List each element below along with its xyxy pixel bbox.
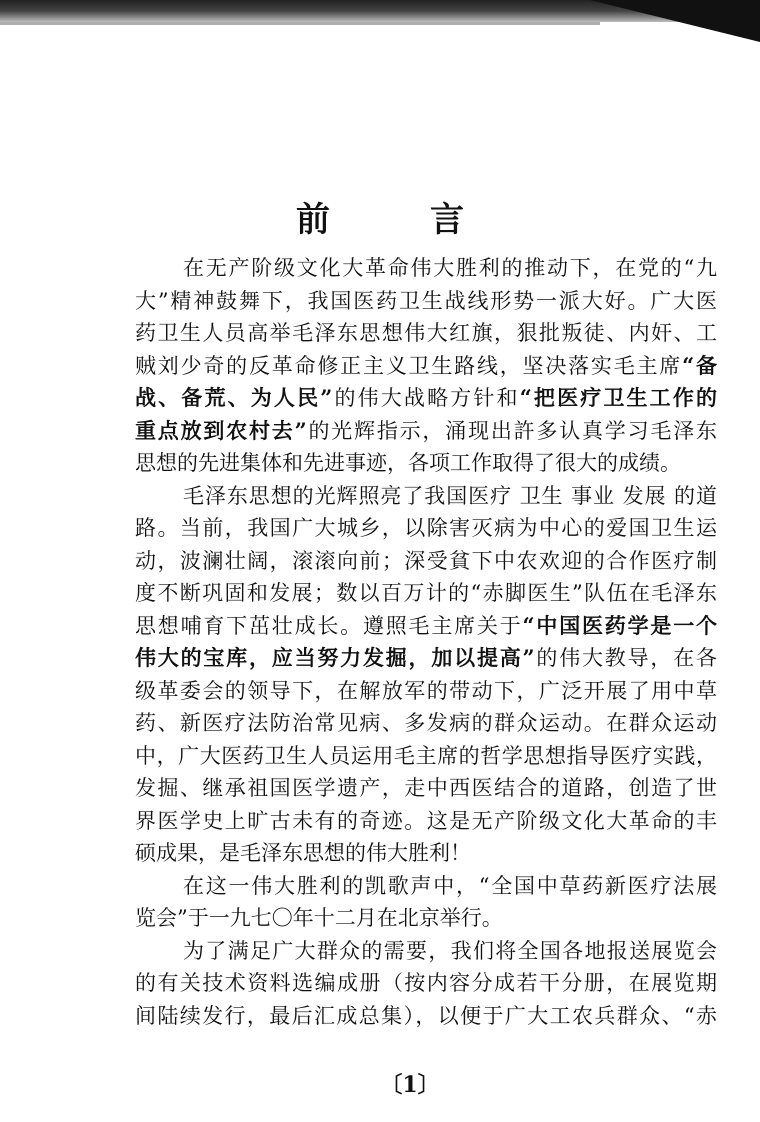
text-line [135, 772, 717, 805]
text-segment: 路。当前，我国广大城乡，以除害灭病为中心的爱国卫生运 [135, 516, 717, 540]
text-line [135, 252, 717, 285]
text-line [135, 707, 717, 740]
text-segment: 在无产阶级文化大革命伟大胜利的推动下，在党的“九 [183, 256, 717, 280]
text-line [135, 577, 717, 610]
text-line [135, 1000, 717, 1033]
text-segment: 度不断巩固和发展；数以百万计的“赤脚医生”队伍在毛泽东 [135, 581, 717, 605]
text-line [135, 837, 717, 870]
text-line [135, 382, 717, 415]
preface-body [135, 252, 717, 1032]
text-segment: 级革委会的领导下，在解放军的带动下，广泛开展了用中草 [135, 678, 717, 703]
scan-edge-line [0, 22, 600, 25]
text-segment: 药、新医疗法防治常见病、多发病的群众运动。在群众运动 [135, 711, 717, 735]
title-char-2: 言 [430, 200, 464, 240]
text-segment: 毛泽东思想的光辉照亮了我国医疗 卫生 事业 发展 的道 [183, 483, 717, 508]
text-segment: 的伟大教导，在各 [534, 646, 717, 670]
bold-quote-segment: “备 [682, 352, 717, 378]
title-char-1: 前 [296, 200, 330, 240]
text-line [135, 935, 717, 968]
text-line [135, 317, 717, 350]
text-line [135, 415, 717, 448]
text-segment: 在这一伟大胜利的凯歌声中，“全国中草药新医疗法展 [183, 873, 717, 898]
text-segment: 的光辉指示，涌现出許多认真学习毛泽东 [306, 418, 717, 443]
text-line [135, 675, 717, 708]
text-line [135, 350, 717, 383]
text-segment: 间陆续发行，最后汇成总集），以便于广大工农兵群众、“赤 [135, 1003, 717, 1028]
scan-edge-corner [590, 0, 760, 42]
text-line [135, 740, 717, 773]
text-line [135, 805, 717, 838]
text-segment: 发掘、继承祖国医学遗产，走中西医结合的道路，创造了世 [135, 776, 717, 800]
text-segment: 界医学史上旷古未有的奇迹。这是无产阶级文化大革命的丰 [135, 808, 717, 833]
text-segment: 贼刘少奇的反革命修正主义卫生路线，坚决落实毛主席 [135, 353, 683, 378]
text-line [135, 610, 717, 643]
text-segment: 大”精神鼓舞下，我国医药卫生战线形势一派大好。广大医 [135, 288, 717, 313]
text-line [135, 512, 717, 545]
bold-quote-segment: “中国医药学是一个 [522, 612, 717, 638]
text-line [135, 480, 717, 513]
text-segment: 的伟大战略方针和 [332, 386, 520, 410]
bold-quote-segment: 战、备荒、为人民” [135, 385, 333, 410]
text-line [135, 870, 717, 903]
text-segment: 为了满足广大群众的需要，我们将全国各地报送展览会 [183, 938, 717, 963]
page-title [0, 192, 760, 241]
text-line [135, 285, 717, 318]
text-segment: 思想的先进集体和先进事迹，各项工作取得了很大的成绩。 [135, 451, 681, 475]
page-number: 〔1〕 [380, 1072, 440, 1098]
text-line [135, 902, 717, 935]
bold-quote-segment: 重点放到农村去” [135, 417, 307, 443]
text-segment: 药卫生人员高举毛泽东思想伟大红旗，狠批叛徒、内奸、工 [135, 321, 717, 345]
text-line [135, 447, 717, 480]
text-line [135, 642, 717, 675]
text-line [135, 545, 717, 578]
bold-quote-segment: “把医疗卫生工作的 [519, 385, 717, 410]
text-segment: 览会”于一九七〇年十二月在北京举行。 [135, 906, 503, 930]
bold-quote-segment: 伟大的宝库，应当努力发掘，加以提高” [135, 645, 535, 670]
text-segment: 思想哺育下茁壮成长。遵照毛主席关于 [135, 613, 523, 638]
text-line [135, 967, 717, 1000]
text-segment: 中，广大医药卫生人员运用毛主席的哲学思想指导医疗实践， [135, 743, 717, 768]
text-segment: 硕成果，是毛泽东思想的伟大胜利！ [135, 841, 471, 865]
text-segment: 动，波澜壮阔，滚滚向前；深受貧下中农欢迎的合作医疗制 [135, 548, 717, 573]
text-segment: 的有关技术资料选编成册（按内容分成若干分册，在展览期 [135, 971, 717, 995]
